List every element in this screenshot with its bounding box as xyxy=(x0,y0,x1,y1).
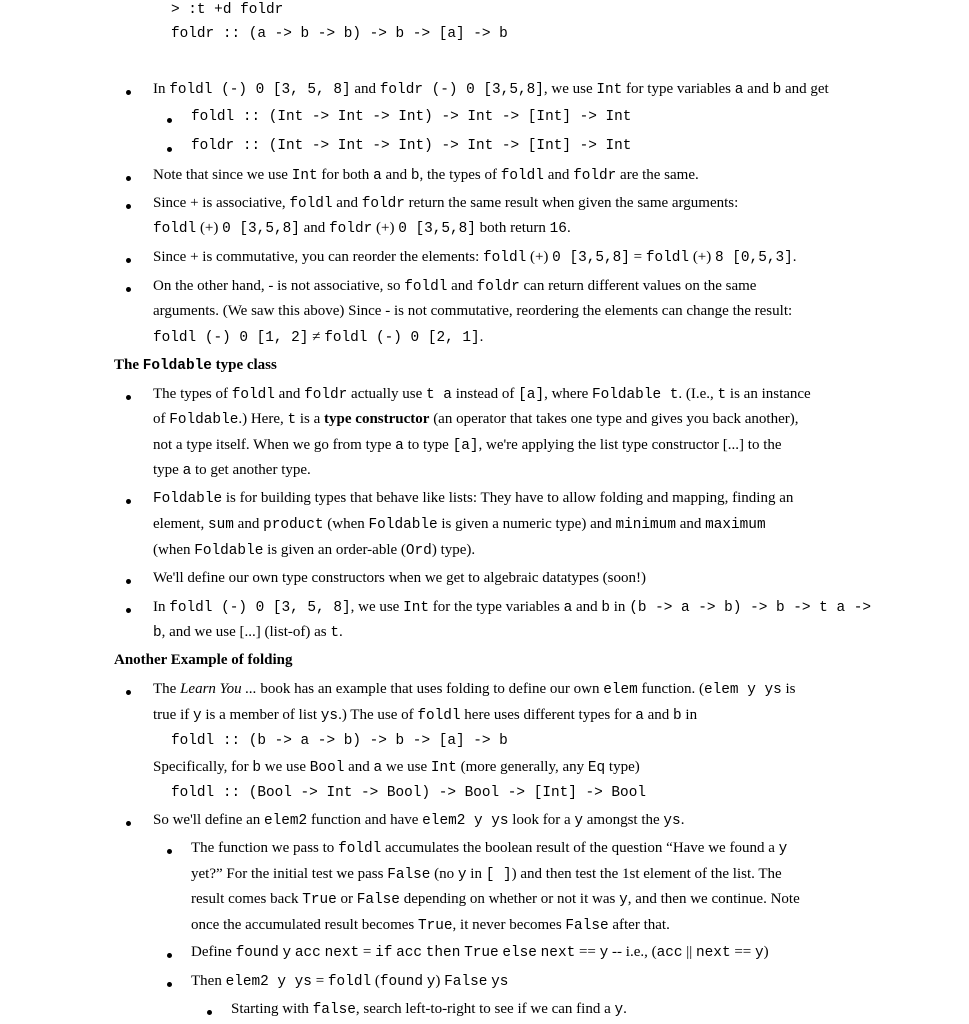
section-heading: Another Example of folding xyxy=(114,652,293,668)
code-line-2: foldr :: (a -> b -> b) -> b -> [a] -> b xyxy=(171,26,508,42)
bullet-text: Since + is associative, foldl and foldr return the same result when given the same arguments: xyxy=(153,195,739,212)
bullet-text-cont: arguments. (We saw this above) Since - is not commutative, reordering the elements can change the result: xyxy=(153,303,793,319)
bullet xyxy=(126,176,131,181)
sub-bullet xyxy=(167,953,172,958)
bullet-text: Foldable is for building types that behave like lists: They have to allow folding and mapping, finding an xyxy=(153,490,794,507)
bullet xyxy=(126,690,131,695)
bullet-text-cont: foldl (+) 0 [3,5,8] and foldr (+) 0 [3,5,8] both return 16. xyxy=(153,220,571,237)
bullet-text: On the other hand, - is not associative, so foldl and foldr can return different values on the same xyxy=(153,278,757,295)
bullet-text-cont: true if y is a member of list ys.) The use of foldl here uses different types for a and b in xyxy=(153,707,698,724)
bullet-text: Since + is commutative, you can reorder the elements: foldl (+) 0 [3,5,8] = foldl (+) 8 [0,5,3]. xyxy=(153,249,797,266)
sub-bullet xyxy=(167,147,172,152)
bullet xyxy=(126,258,131,263)
bullet-text-cont: Specifically, for b we use Bool and a we use Int (more generally, any Eq type) xyxy=(153,759,640,776)
sub-bullet-text: Define found y acc next = if acc then True else next == y -- i.e., (acc || next == y) xyxy=(191,944,769,961)
bullet xyxy=(126,821,131,826)
bullet-text-cont: element, sum and product (when Foldable is given a numeric type) and minimum and maximum xyxy=(153,516,766,533)
bullet-text: So we'll define an elem2 function and have elem2 y ys look for a y amongst the ys. xyxy=(153,812,685,829)
sub-bullet-text: The function we pass to foldl accumulates the boolean result of the question “Have we found a y xyxy=(191,840,788,857)
bullet-text-cont: of Foldable.) Here, t is a type constructor (an operator that takes one type and gives you back another), xyxy=(153,411,799,428)
bullet-text: In foldl (-) 0 [3, 5, 8] and foldr (-) 0 [3,5,8], we use Int for type variables a and b and get xyxy=(153,81,829,98)
sub-bullet-text: Then elem2 y ys = foldl (found y) False ys xyxy=(191,973,509,990)
bullet xyxy=(126,287,131,292)
bullet-text-cont: not a type itself. When we go from type a to type [a], we're applying the list type constructor [...] to the xyxy=(153,437,782,454)
bullet xyxy=(126,499,131,504)
sub-bullet-text-cont: yet?” For the initial test we pass False (no y in [ ]) and then test the 1st element of the list. The xyxy=(191,866,782,883)
bullet xyxy=(126,395,131,400)
sub-bullet-text-cont: result comes back True or False depending on whether or not it was y, and then we continue. Note xyxy=(191,891,800,908)
bullet xyxy=(126,579,131,584)
bullet-text-cont: (when Foldable is given an order-able (Ord) type). xyxy=(153,542,476,559)
type-signature-foldl: foldl :: (Int -> Int -> Int) -> Int -> [Int] -> Int xyxy=(191,109,632,125)
sub-bullet-text-cont: once the accumulated result becomes True, it never becomes False after that. xyxy=(191,917,670,934)
type-signature-foldr: foldr :: (Int -> Int -> Int) -> Int -> [Int] -> Int xyxy=(191,138,632,154)
sub-bullet xyxy=(167,982,172,987)
bullet-text: We'll define our own type constructors when we get to algebraic datatypes (soon!) xyxy=(153,570,647,586)
sub-sub-bullet xyxy=(207,1010,212,1015)
code-line-1: > :t +d foldr xyxy=(171,2,284,18)
sub-bullet xyxy=(167,849,172,854)
bullet xyxy=(126,204,131,209)
bullet-text-cont: b, and we use [...] (list-of) as t. xyxy=(153,624,343,641)
bullet-text-cont: foldl (-) 0 [1, 2] ≠ foldl (-) 0 [2, 1]. xyxy=(153,329,484,346)
section-heading: The Foldable type class xyxy=(114,357,277,374)
code-line: foldl :: (b -> a -> b) -> b -> [a] -> b xyxy=(171,733,508,749)
bullet-text: In foldl (-) 0 [3, 5, 8], we use Int for the type variables a and b in (b -> a -> b) -> b -> t a -> xyxy=(153,599,871,616)
bullet-text-cont: type a to get another type. xyxy=(153,462,311,479)
sub-sub-bullet-text: Starting with false, search left-to-right to see if we can find a y. xyxy=(231,1001,627,1018)
bullet-text: The Learn You ... book has an example that uses folding to define our own elem function. (elem y ys is xyxy=(153,681,796,698)
bullet xyxy=(126,608,131,613)
bullet xyxy=(126,90,131,95)
code-line: foldl :: (Bool -> Int -> Bool) -> Bool -> [Int] -> Bool xyxy=(171,785,646,801)
sub-bullet xyxy=(167,118,172,123)
bullet-text: The types of foldl and foldr actually use t a instead of [a], where Foldable t. (I.e., t is an instance xyxy=(153,386,811,403)
bullet-text: Note that since we use Int for both a and b, the types of foldl and foldr are the same. xyxy=(153,167,699,184)
